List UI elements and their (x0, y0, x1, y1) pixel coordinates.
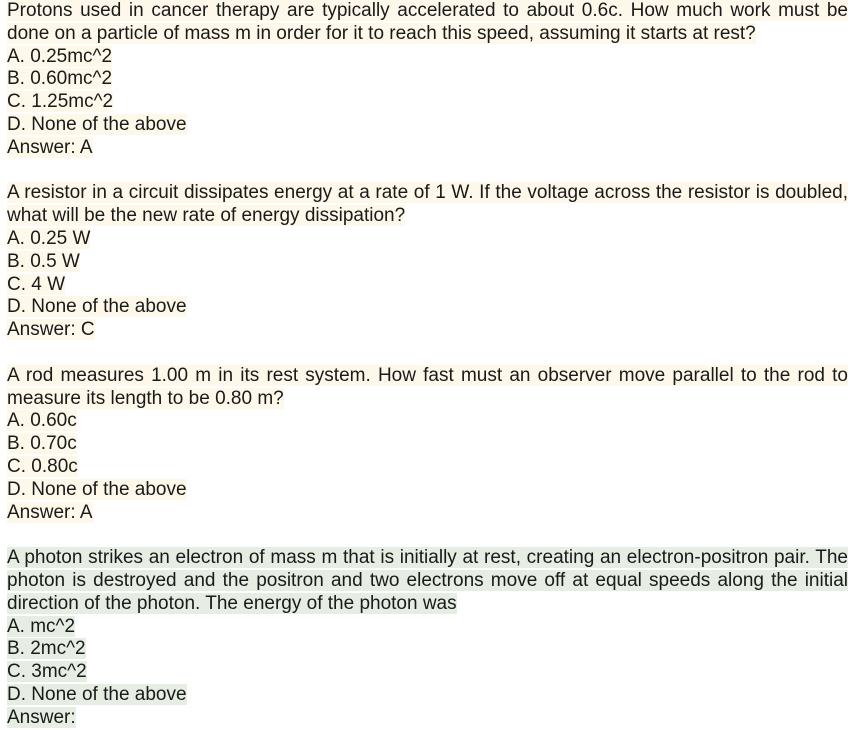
option-b: B. 0.5 W (7, 250, 80, 272)
question-text-content: A photon strikes an electron of mass m that is initially at rest, creating an electron-positron pair. The photon is destroyed and the positron and two electrons move off at equal speeds along the initial direction of the photon. The energy of the photon was (7, 547, 848, 614)
question-block-4 (7, 547, 848, 729)
question-text (7, 365, 848, 411)
question-text-content: Protons used in cancer therapy are typically accelerated to about 0.6c. How much work must be done on a particle of mass m in order for it to reach this speed, assuming it starts at rest? (7, 0, 848, 44)
question-text (7, 547, 848, 615)
option-a: A. 0.25mc^2 (7, 45, 113, 67)
question-text (7, 182, 848, 228)
option-c: C. 1.25mc^2 (7, 91, 114, 113)
option-d: D. None of the above (7, 683, 187, 705)
question-block-3 (7, 365, 848, 525)
option-d: D. None of the above (7, 478, 187, 500)
option-c: C. 0.80c (7, 455, 78, 477)
option-a: A. 0.25 W (7, 227, 91, 249)
option-c: C. 4 W (7, 273, 66, 295)
answer-line: Answer: C (7, 319, 95, 341)
answer-line: Answer: (7, 706, 76, 728)
question-text (7, 0, 848, 46)
option-d: D. None of the above (7, 296, 187, 318)
answer-line: Answer: A (7, 136, 93, 158)
option-a: A. 0.60c (7, 410, 77, 432)
option-d: D. None of the above (7, 113, 187, 135)
option-c: C. 3mc^2 (7, 661, 87, 683)
option-b: B. 2mc^2 (7, 638, 86, 660)
answer-line: Answer: A (7, 501, 93, 523)
option-b: B. 0.70c (7, 433, 77, 455)
option-b: B. 0.60mc^2 (7, 68, 113, 90)
option-a: A. mc^2 (7, 615, 76, 637)
question-block-1 (7, 0, 848, 160)
question-text-content: A resistor in a circuit dissipates energy at a rate of 1 W. If the voltage across the resistor is doubled, what will be the new rate of energy dissipation? (7, 182, 848, 227)
question-block-2 (7, 182, 848, 342)
question-text-content: A rod measures 1.00 m in its rest system. How fast must an observer move parallel to the rod to measure its length to be 0.80 m? (7, 364, 848, 409)
